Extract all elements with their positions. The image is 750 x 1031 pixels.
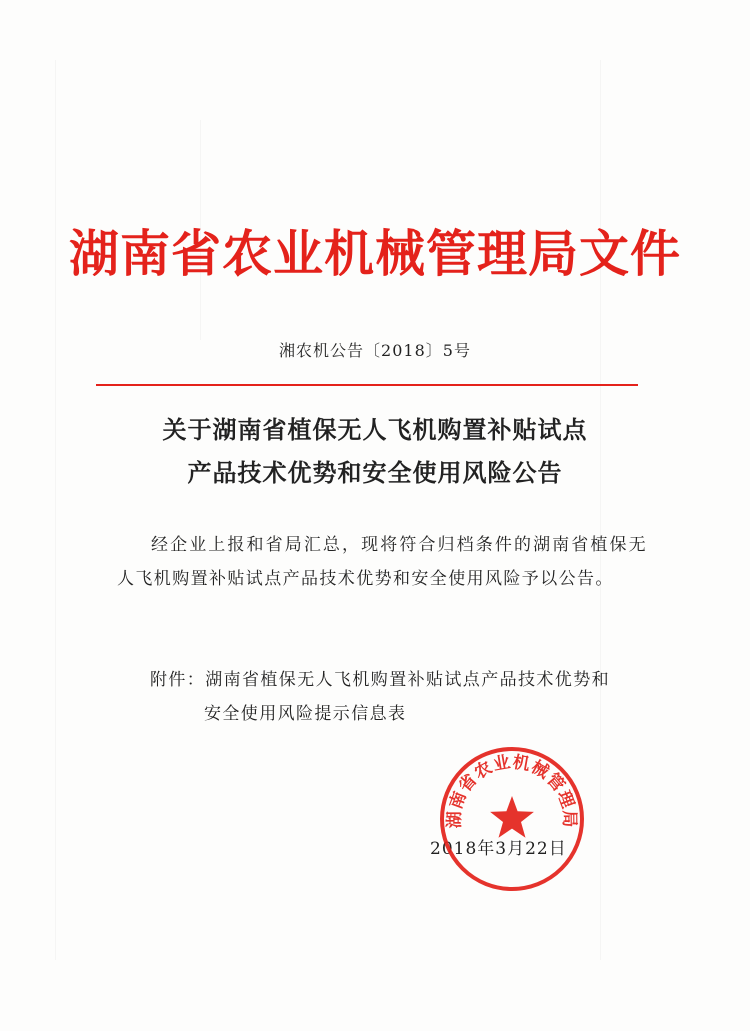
- attachment-block: [150, 663, 650, 731]
- body-paragraph: 经企业上报和省局汇总，现将符合归档条件的湖南省植保无人飞机购置补贴试点产品技术优势和安全使用风险予以公告。: [117, 535, 647, 589]
- seal-text: 湖南省农业机械管理局: [444, 752, 580, 829]
- attachment-line-2: 安全使用风险提示信息表: [204, 704, 407, 724]
- attachment-line-1: 湖南省植保无人飞机购置补贴试点产品技术优势和: [205, 670, 611, 690]
- official-seal-icon: [437, 744, 587, 894]
- paper-texture: [55, 60, 56, 960]
- paper-texture: [600, 60, 601, 960]
- issue-date: 2018年3月22日: [430, 839, 567, 859]
- seal-star-icon: [490, 796, 534, 838]
- document-title-line-1: 关于湖南省植保无人飞机购置补贴试点: [162, 415, 588, 444]
- attachment-prefix: 附件：: [150, 670, 206, 690]
- document-title-line-2: 产品技术优势和安全使用风险公告: [187, 458, 563, 487]
- masthead-title: 湖南省农业机械管理局文件: [69, 224, 681, 283]
- document-number: 湘农机公告〔2018〕5号: [279, 341, 471, 360]
- red-divider-rule: [96, 384, 638, 386]
